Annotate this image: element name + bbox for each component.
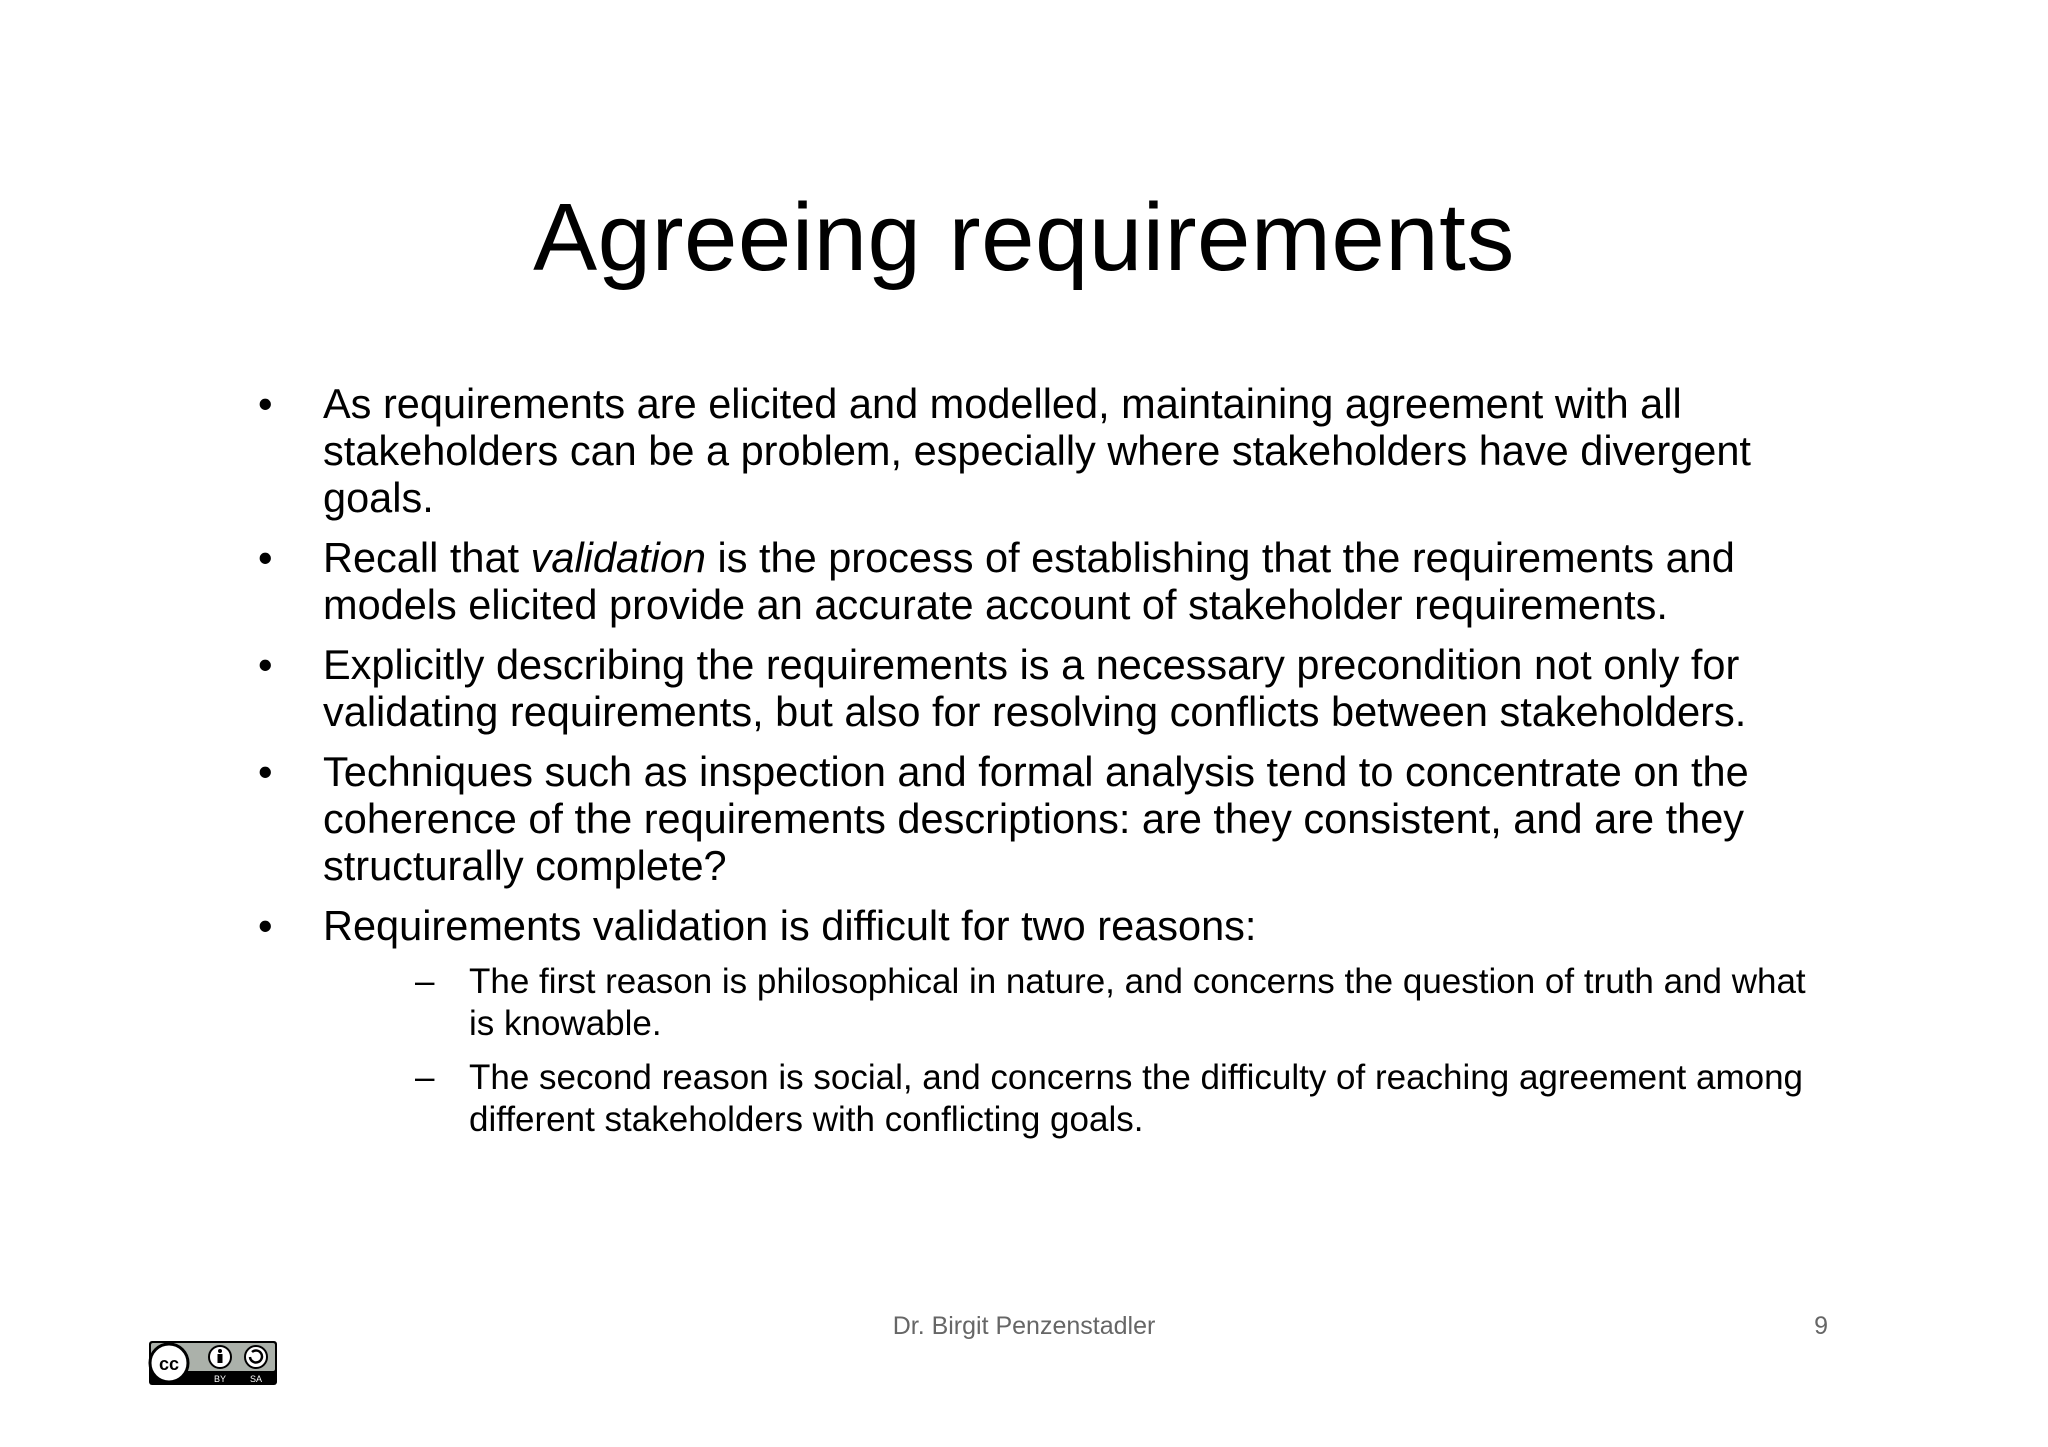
sub-bullet-list: [415, 961, 1830, 1141]
sub-bullet-text: The second reason is social, and concerns the difficulty of reaching agreement among different stakeholders with conflicting goals.: [469, 1058, 1804, 1139]
bullet-item: [250, 902, 1830, 1141]
sub-bullet-marker: –: [415, 962, 435, 1001]
bullet-text-post: is the process of establishing that the requirements and models elicited provide an accurate account of stakeholder requirements.: [323, 534, 1735, 628]
bullet-text: Explicitly describing the requirements is a necessary precondition not only for validating requirements, but also for resolving conflicts between stakeholders.: [323, 641, 1747, 735]
page-number: 9: [1814, 1312, 1828, 1340]
sub-bullet-item: [415, 961, 1830, 1045]
bullet-marker: •: [258, 902, 273, 949]
bullet-item: [250, 380, 1830, 521]
by-label: BY: [213, 1374, 227, 1384]
bullet-list: [250, 380, 1830, 1154]
bullet-item: [250, 748, 1830, 889]
sa-label: SA: [249, 1374, 263, 1384]
sub-bullet-text: The first reason is philosophical in nature, and concerns the question of truth and what is knowable.: [469, 962, 1806, 1043]
footer-author: Dr. Birgit Penzenstadler: [892, 1312, 1156, 1340]
bullet-text-emphasis: validation: [530, 534, 706, 581]
bullet-marker: •: [258, 380, 273, 427]
bullet-item: [250, 534, 1830, 628]
slide-title: Agreeing requirements: [533, 184, 1515, 291]
bullet-marker: •: [258, 641, 273, 688]
bullet-text-pre: Recall that: [323, 534, 531, 581]
bullet-marker: •: [258, 534, 273, 581]
bullet-item: [250, 641, 1830, 735]
cc-by-sa-license-icon: [148, 1340, 278, 1386]
cc-label: cc: [158, 1354, 180, 1374]
sub-bullet-marker: –: [415, 1058, 435, 1097]
bullet-text: As requirements are elicited and modelled, maintaining agreement with all stakeholders can be a problem, especially where stakeholders have divergent goals.: [323, 380, 1751, 521]
bullet-text: Requirements validation is difficult for two reasons:: [323, 902, 1257, 949]
sub-bullet-item: [415, 1057, 1830, 1141]
bullet-marker: •: [258, 748, 273, 795]
bullet-text: Techniques such as inspection and formal analysis tend to concentrate on the coherence of the requirements descriptions: are they consistent, and are they structurally complete?: [323, 748, 1749, 889]
